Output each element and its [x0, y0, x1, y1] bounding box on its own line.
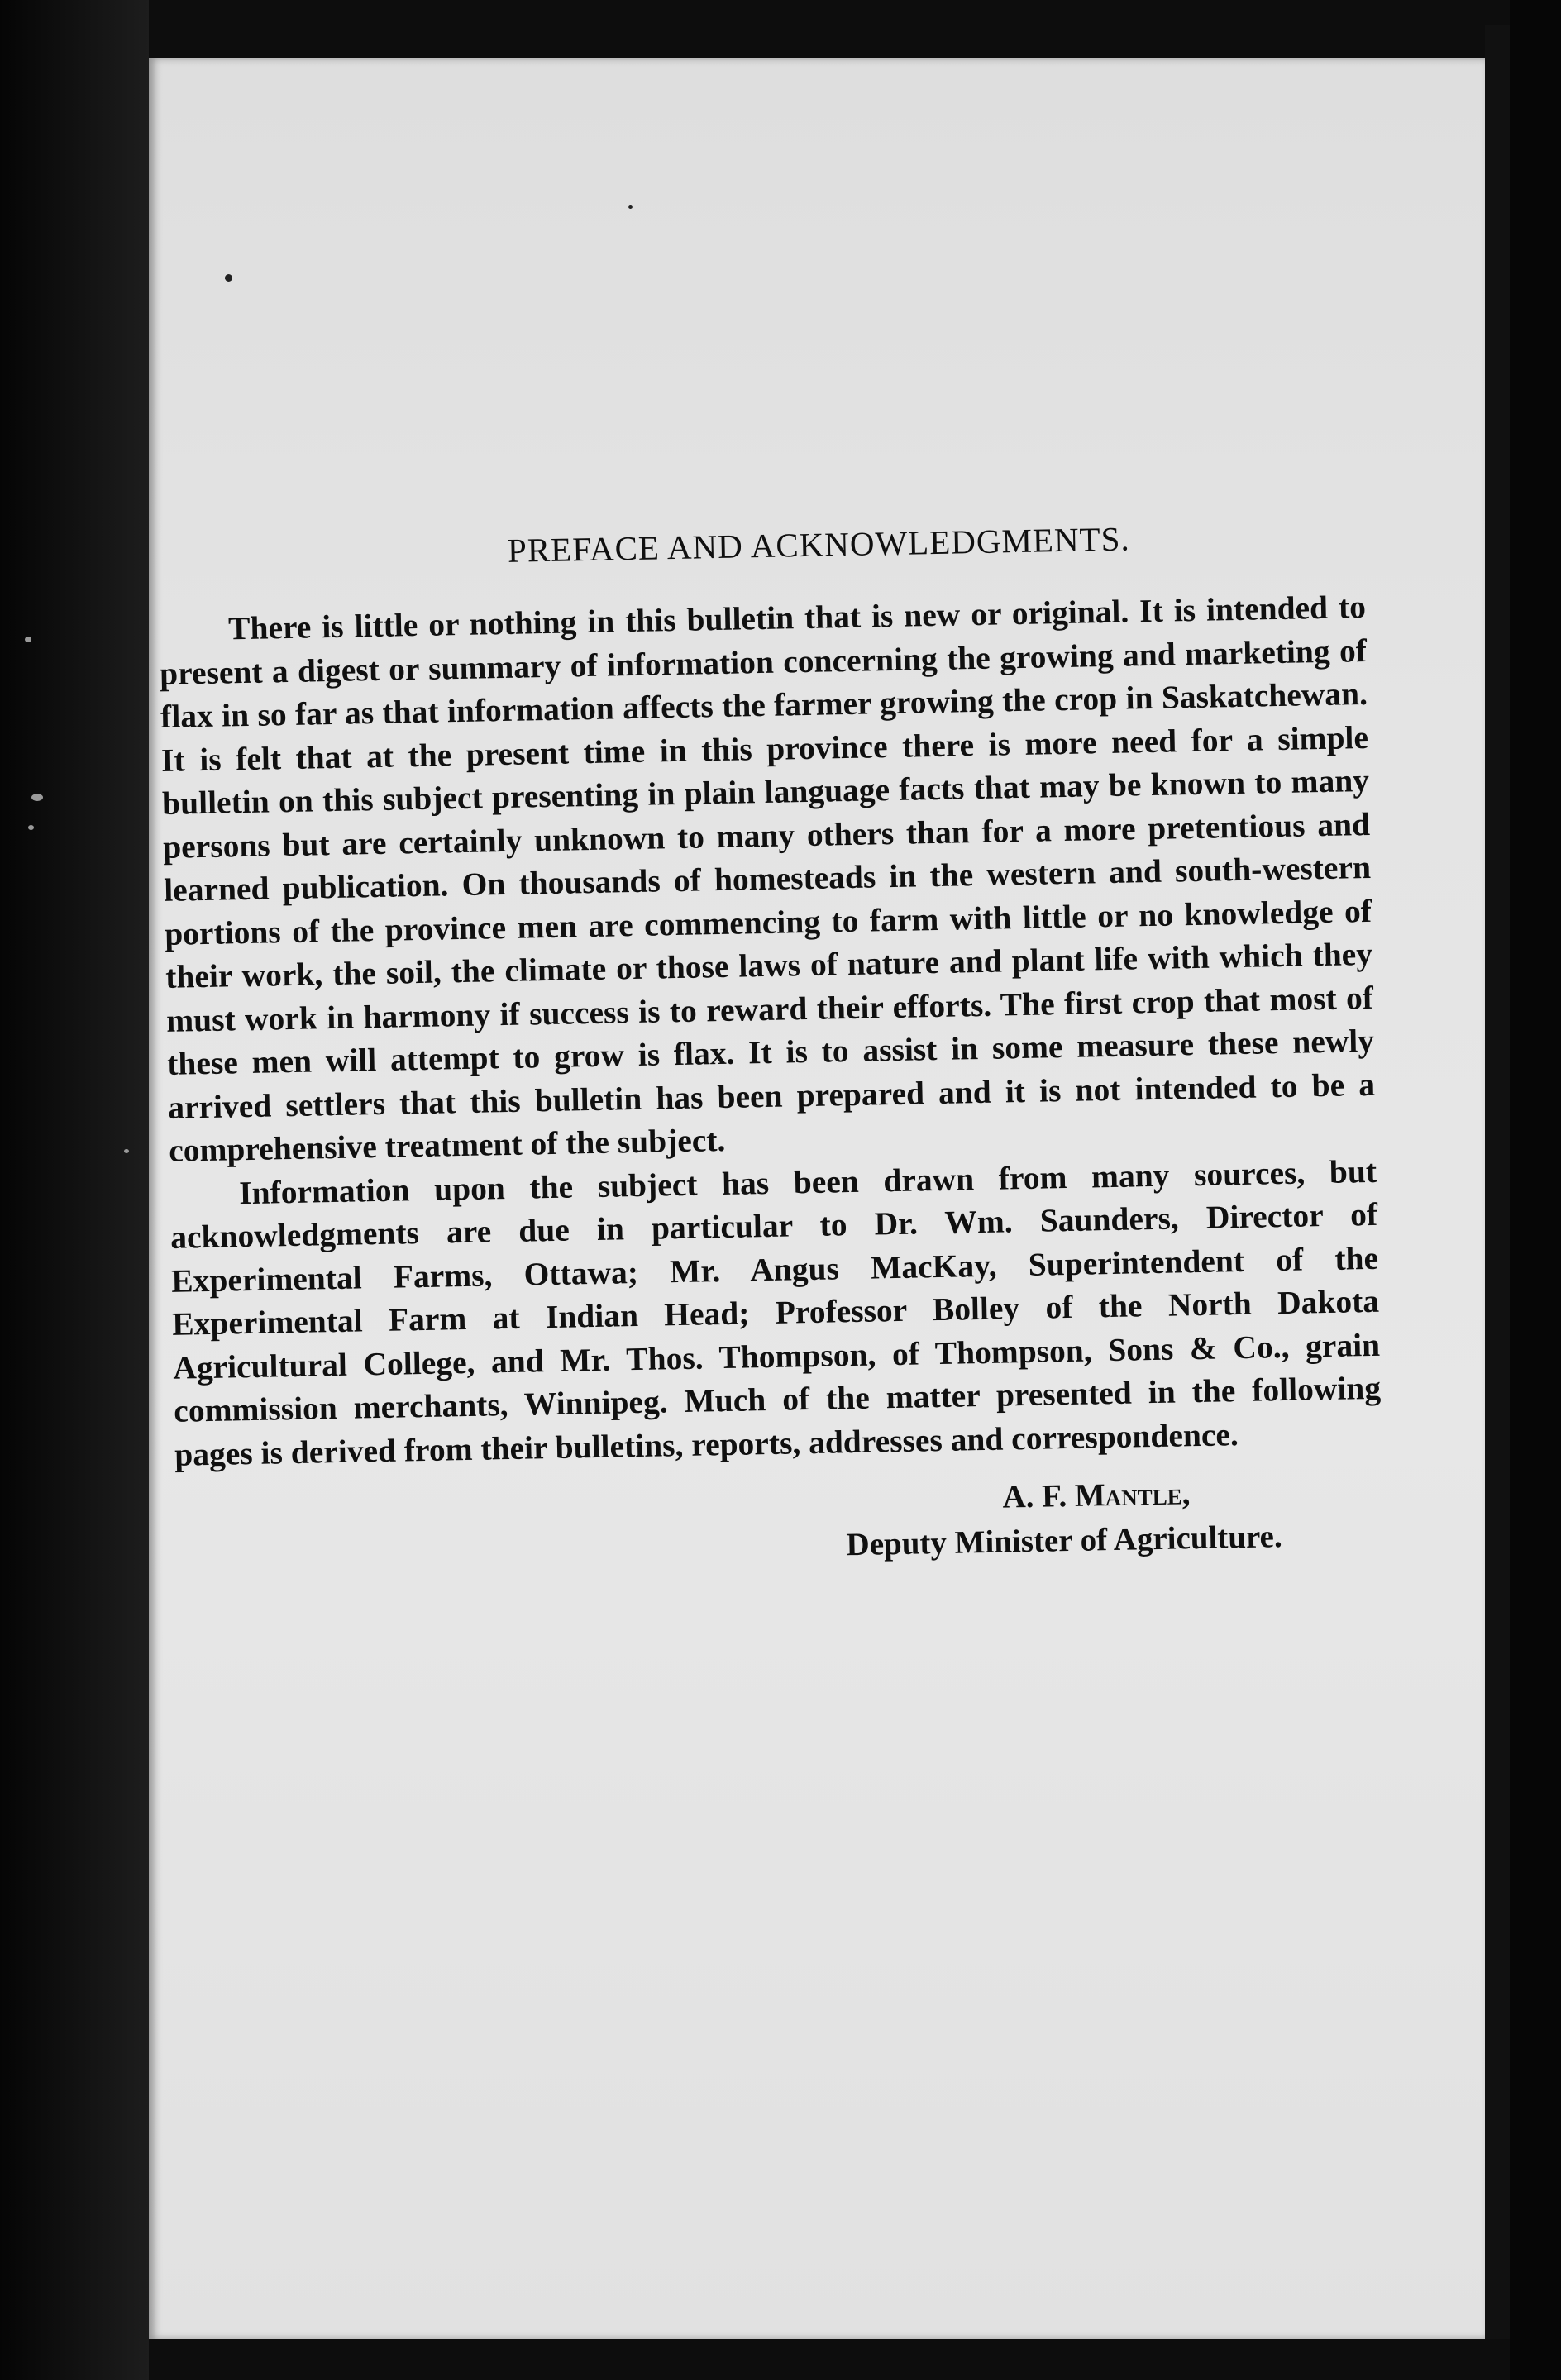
page-speck [225, 274, 232, 282]
paragraph-intro: There is little or nothing in this bulletin that is new or original. It is intended to present a digest or summary of information concerning the growing and marketing of flax in so far as that information affects the farmer growing the crop in Saskatchewan. It is felt that at the present time in this province there is more need for a simple bulletin on this subject presenting in plain language facts that may be known to many persons but are certainly unknown to many others than for a more pretentious and learned publication. On thousands of homesteads in the western and south-western portions of the province men are commencing to farm with little or no knowledge of their work, the soil, the climate or those laws of nature and plant life with which they must work in harmony if success is to reward their efforts. The first crop that most of these men will attempt to grow is flax. It is to assist in some measure these newly arrived settlers that this bulletin has been prepared and it is not intended to be a comprehensive treatment of the subject. [159, 588, 1376, 1169]
preface-text-block [157, 514, 1384, 1581]
document-page [149, 58, 1485, 2339]
page-speck [628, 205, 633, 209]
book-left-edge [0, 0, 149, 2380]
page-title: PREFACE AND ACKNOWLEDGMENTS. [507, 519, 1131, 570]
book-gutter [1485, 25, 1513, 2339]
signature-name: A. F. Mantle, [1002, 1476, 1191, 1515]
signature-block [175, 1468, 1384, 1581]
book-right-edge [1510, 0, 1561, 2380]
signature-title: Deputy Minister of Agriculture. [846, 1519, 1283, 1563]
paragraph-acknowledgments: Information upon the subject has been drawn from many sources, but acknowledgments are due in particular to Dr. Wm. Saunders, Director of Experimental Farms, Ottawa; Mr. Angus MacKay, Superintendent of the Experimental Farm at Indian Head; Professor Bolley of the North Dakota Agricultural College, and Mr. Thos. Thompson, of Thompson, Sons & Co., grain commission merchants, Winnipeg. Much of the matter presented in the following pages is derived from their bulletins, reports, addresses and correspondence. [169, 1152, 1382, 1473]
